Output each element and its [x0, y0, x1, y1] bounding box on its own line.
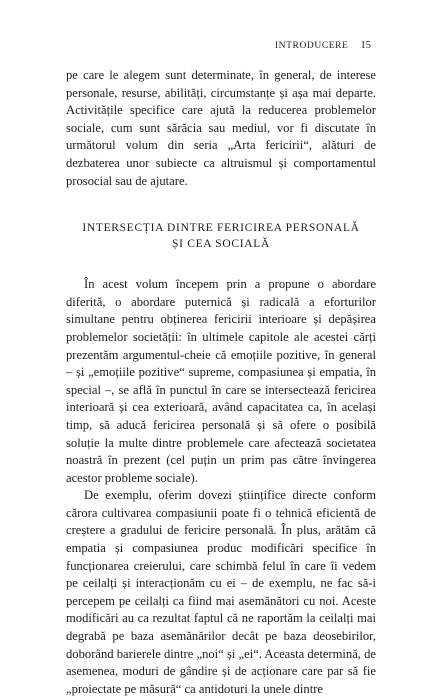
paragraph: De exemplu, oferim dovezi științifice directe conform cărora cultivarea compasiunii poate fi o tehnică eficientă de creștere a gradului de fericire personală. În plus, arătăm că empatia și compasiunea produc modificări specifice în funcționarea creierului, care schimbă felul în care îi vedem pe ceilalți și interacționăm cu ei – de exemplu, ne fac să-i percepem pe ceilalți ca fiind mai asemănători cu noi. Aceste modificări au ca rezultat faptul că ne raportăm la ceilalți mai degrabă pe baza asemănărilor decât pe baza deosebirilor, doborând barierele dintre „noi“ și „ei“. Aceasta determină, de asemenea, moduri de gândire și de acționare care par să fie „proiectate pe măsură“ ca antidoturi la unele dintre: [66, 488, 376, 696]
section-heading: [66, 220, 376, 252]
running-head: [275, 40, 371, 51]
paragraph: pe care le alegem sunt determinate, în general, de interese personale, resurse, abilități, circumstanțe și așa mai departe. Activitățile specifice care ajută la reducerea problemelor sociale, cum sunt sărăcia sau mediul, vor fi discutate în următorul volum din seria „Arta fericirii“, alături de dezbaterea unor subiecte ca altruismul și comportamentul prosocial sau de ajutare.: [66, 68, 376, 188]
paragraph: În acest volum începem prin a propune o abordare diferită, o abordare puternică și radicală a eforturilor simultane pentru obținerea fericirii interioare și depășirea problemelor societății: în ultimele capitole ale acestei cărți prezentăm argumentul-cheie că emoțiile pozitive, în general – și „emoțiile pozitive“ supreme, compasiunea și empatia, în special –, se află în punctul în care se intersectează fericirea interioară și cea exterioară, având capacitatea ca, în același timp, să aducă fericirea personală și să ofere o posibilă soluție la multe dintre problemele care afectează societatea noastră în prezent (cel puțin un prim pas către învingerea acestor probleme sociale).: [66, 277, 376, 485]
page-number: 15: [360, 40, 371, 51]
body-text: [66, 67, 376, 698]
section-heading-line-2: ȘI CEA SOCIALĂ: [172, 238, 270, 251]
section-heading-line-1: INTERSECȚIA DINTRE FERICIREA PERSONALĂ: [82, 222, 360, 235]
running-title: INTRODUCERE: [274, 41, 349, 51]
